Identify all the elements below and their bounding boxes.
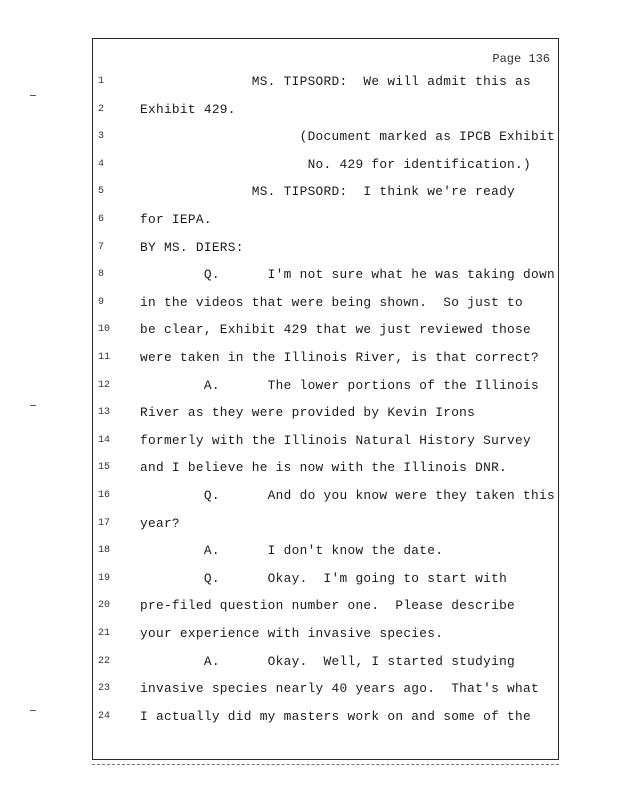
transcript-line: River as they were provided by Kevin Irons [140,405,476,420]
line-number: 2 [98,104,105,115]
line-number: 7 [98,242,105,253]
line-number: 16 [98,490,111,501]
transcript-line: I actually did my masters work on and some of the [140,709,531,724]
transcript-line: formerly with the Illinois Natural History Survey [140,433,531,448]
line-number: 9 [98,297,105,308]
line-number: 6 [98,214,105,225]
line-number: 21 [98,628,111,639]
transcript-line: MS. TIPSORD: We will admit this as [140,74,531,89]
transcript-line: BY MS. DIERS: [140,240,244,255]
line-number: 20 [98,600,111,611]
transcript-line: in the videos that were being shown. So just to [140,295,524,310]
margin-mark [30,710,36,711]
line-number: 22 [98,656,111,667]
line-number: 18 [98,545,111,556]
transcript-line: No. 429 for identification.) [140,157,531,172]
line-number: 14 [98,435,111,446]
page-number: Page 136 [492,52,550,66]
transcript-line: A. Okay. Well, I started studying [140,654,516,669]
transcript-line: Exhibit 429. [140,102,236,117]
bottom-rule [92,764,559,767]
line-number: 24 [98,711,111,722]
transcript-line: and I believe he is now with the Illinois DNR. [140,460,508,475]
transcript-line: Q. I'm not sure what he was taking down [140,267,555,282]
line-number: 1 [98,76,105,87]
transcript-line: were taken in the Illinois River, is that correct? [140,350,539,365]
transcript-line: A. I don't know the date. [140,543,444,558]
line-number: 12 [98,380,111,391]
line-number: 3 [98,131,105,142]
transcript-line: Q. And do you know were they taken this [140,488,555,503]
transcript-line: for IEPA. [140,212,212,227]
transcript-line: A. The lower portions of the Illinois [140,378,539,393]
line-number: 17 [98,518,111,529]
line-number: 4 [98,159,105,170]
margin-mark [30,95,36,96]
transcript-line: pre-filed question number one. Please describe [140,598,516,613]
transcript-line: year? [140,516,180,531]
transcript-line: your experience with invasive species. [140,626,444,641]
transcript-line: be clear, Exhibit 429 that we just reviewed those [140,322,531,337]
transcript-line: invasive species nearly 40 years ago. That's what [140,681,539,696]
margin-mark [30,405,36,406]
line-number: 13 [98,407,111,418]
transcript-line: MS. TIPSORD: I think we're ready [140,184,516,199]
line-number: 10 [98,324,111,335]
line-number: 15 [98,462,111,473]
line-number: 19 [98,573,111,584]
line-number: 23 [98,683,111,694]
line-number: 8 [98,269,105,280]
transcript-line: Q. Okay. I'm going to start with [140,571,508,586]
transcript-page-frame [92,38,559,760]
line-number: 5 [98,186,105,197]
transcript-line: (Document marked as IPCB Exhibit [140,129,555,144]
line-number: 11 [98,352,111,363]
